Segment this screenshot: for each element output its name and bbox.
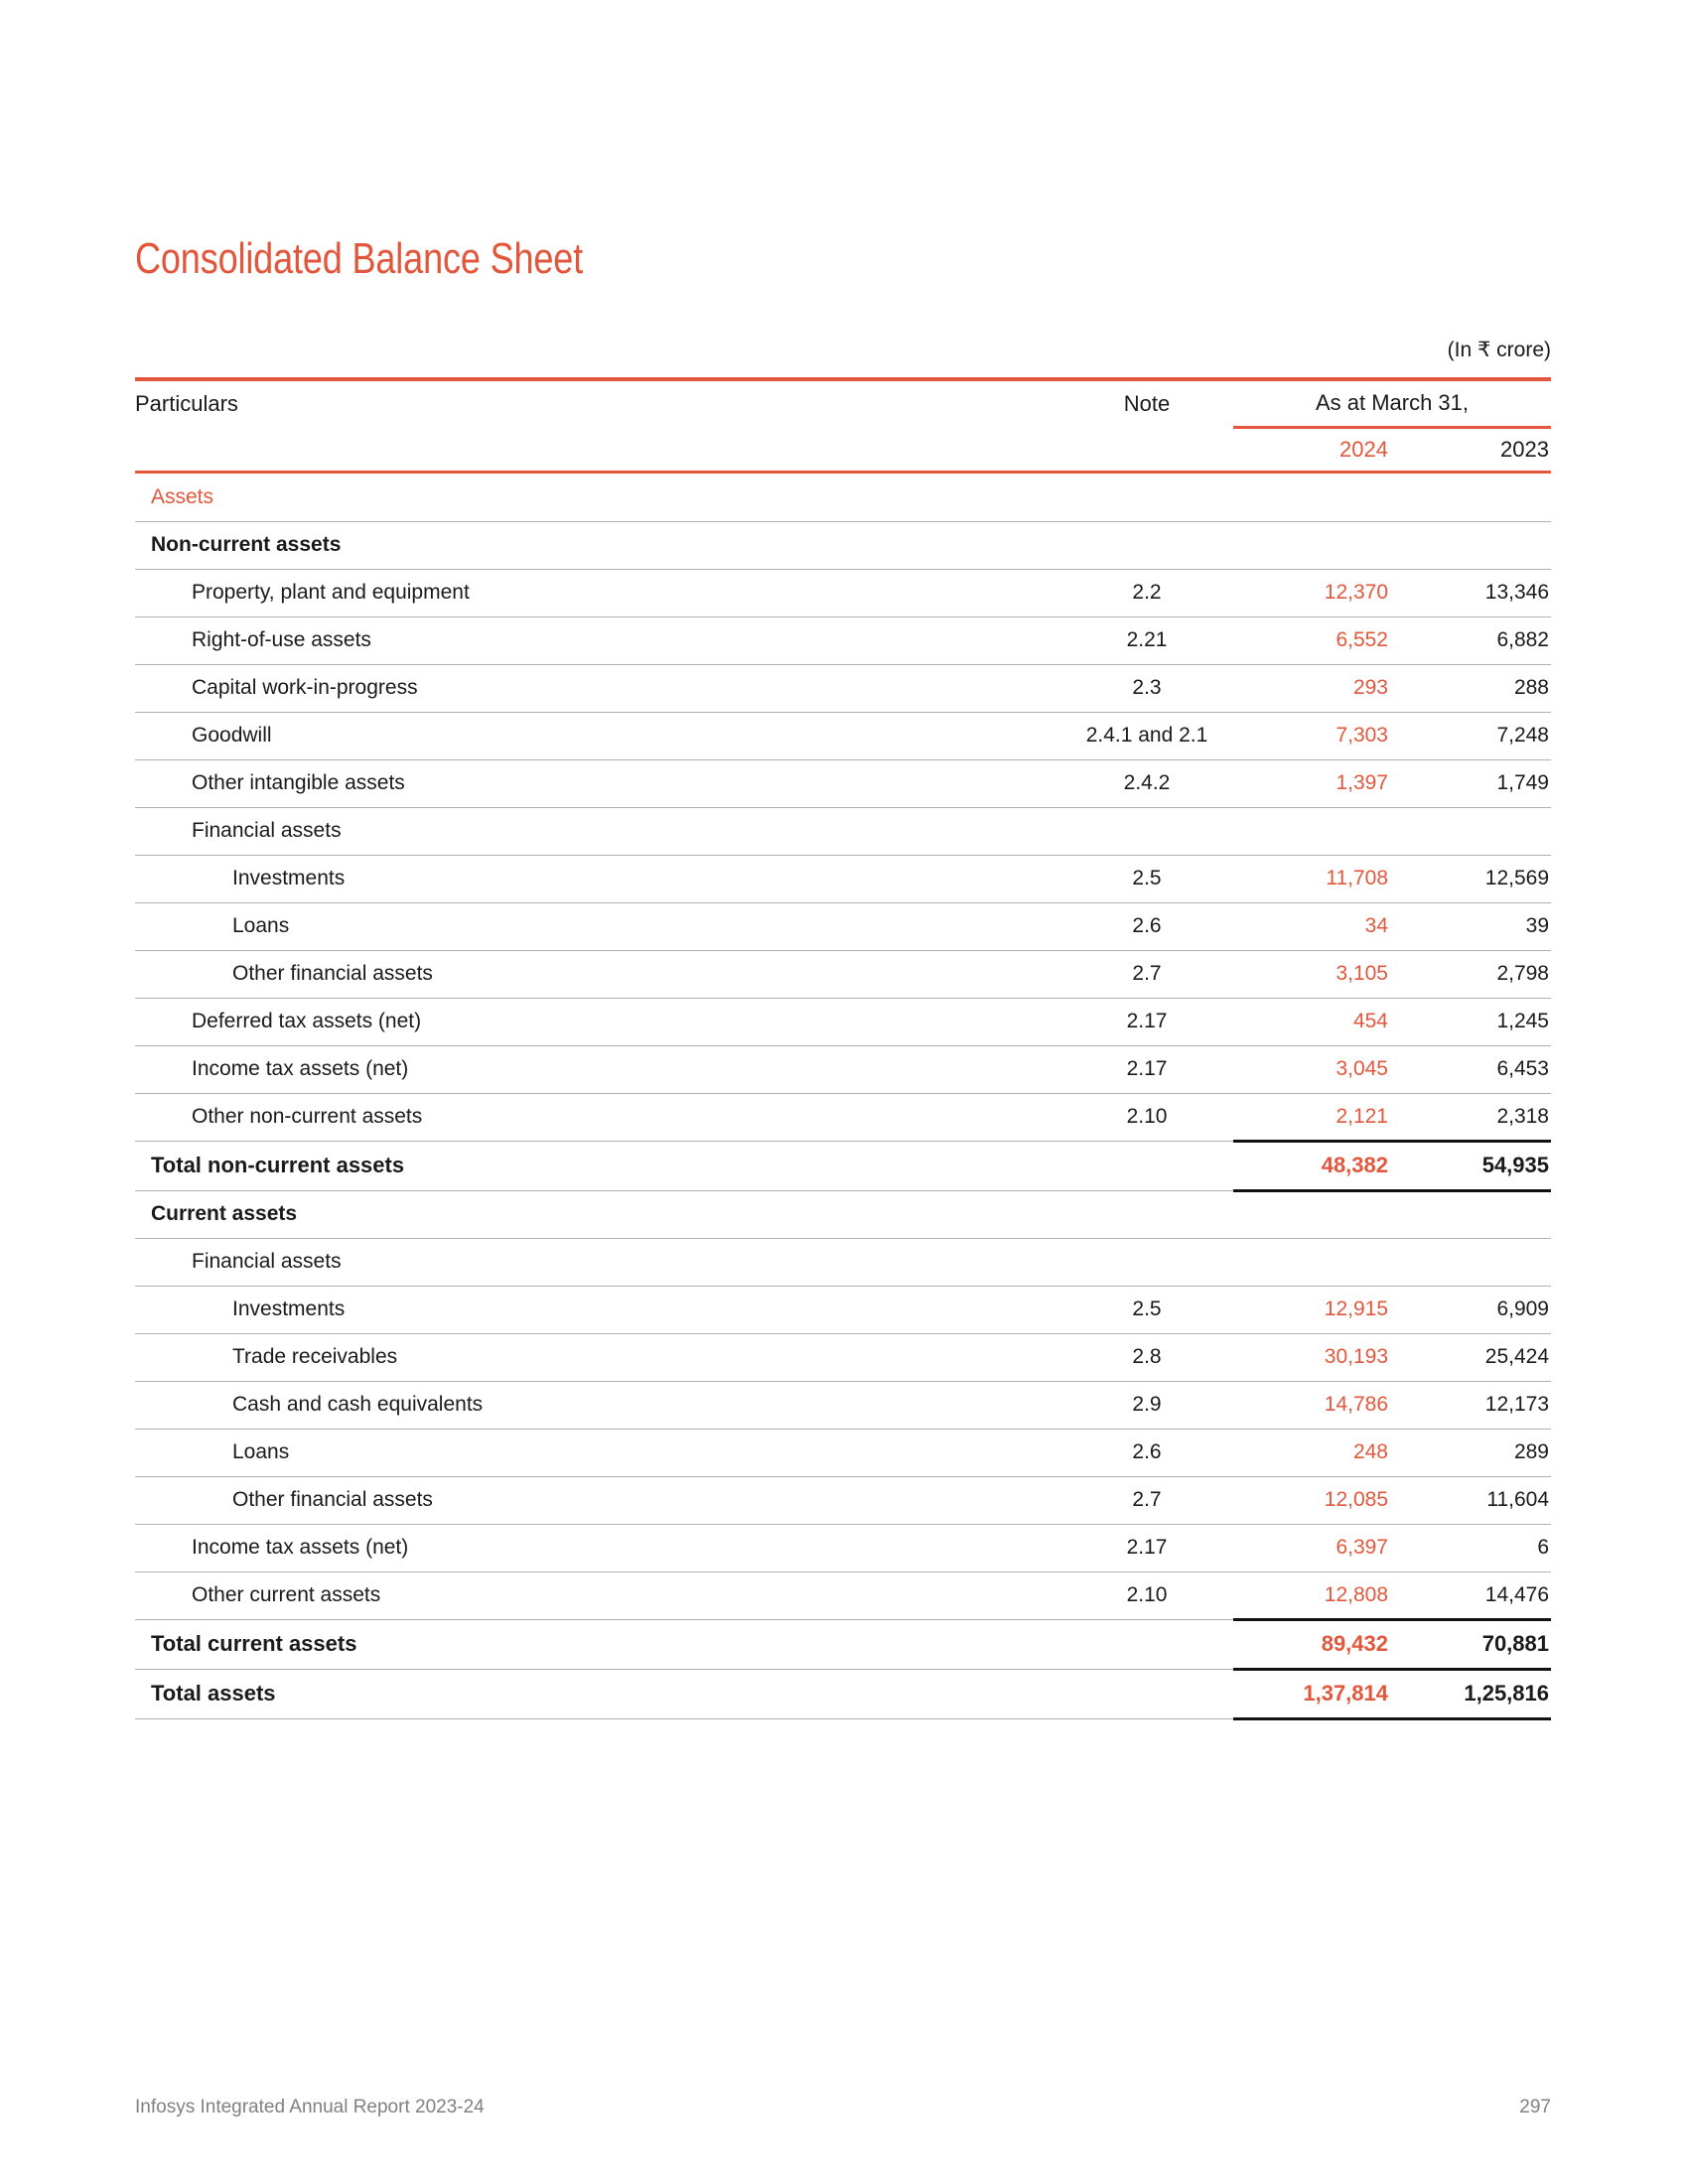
row-value-2024: [1233, 1238, 1392, 1286]
row-label-cell: [135, 950, 1060, 998]
row-value-2024: 14,786: [1233, 1381, 1392, 1429]
row-label: Other current assets: [192, 1583, 381, 1606]
balance-sheet-table: [135, 377, 1551, 1720]
table-row: [135, 1286, 1551, 1333]
row-note-cell: 2.7: [1060, 1476, 1233, 1524]
row-label-cell: [135, 1669, 1060, 1718]
header-years-spacer-particulars: [135, 427, 1060, 471]
row-label: Investments: [232, 867, 346, 889]
row-label-cell: [135, 1045, 1060, 1093]
table-row: [135, 1571, 1551, 1619]
row-value-2023: [1392, 807, 1551, 855]
row-value-2023: [1392, 1238, 1551, 1286]
row-value-2023: 54,935: [1392, 1141, 1551, 1190]
row-label: Non-current assets: [151, 533, 342, 556]
row-label: Other intangible assets: [192, 771, 405, 794]
row-value-2024: 6,397: [1233, 1524, 1392, 1571]
table-row: [135, 1476, 1551, 1524]
row-value-2024: 1,397: [1233, 759, 1392, 807]
row-note-cell: [1060, 1190, 1233, 1238]
table-row: [135, 569, 1551, 616]
table-row: [135, 998, 1551, 1045]
table-row: [135, 807, 1551, 855]
row-value-2023: 1,25,816: [1392, 1669, 1551, 1718]
column-header-year-prior: 2023: [1500, 436, 1549, 462]
row-value-2024: 6,552: [1233, 616, 1392, 664]
table-row: [135, 521, 1551, 569]
row-note-cell: [1060, 521, 1233, 569]
row-label: Other financial assets: [232, 962, 433, 985]
row-value-2024: 89,432: [1233, 1619, 1392, 1669]
table-row: [135, 1333, 1551, 1381]
table-row: [135, 616, 1551, 664]
row-note-cell: [1060, 1669, 1233, 1718]
column-header-note: Note: [1123, 391, 1171, 416]
row-note-cell: 2.9: [1060, 1381, 1233, 1429]
row-value-2023: 13,346: [1392, 569, 1551, 616]
row-label: Loans: [232, 1440, 290, 1463]
row-value-2023: 289: [1392, 1429, 1551, 1476]
row-note-cell: 2.17: [1060, 1524, 1233, 1571]
row-note-cell: [1060, 474, 1233, 521]
row-label-cell: [135, 1190, 1060, 1238]
row-value-2023: 25,424: [1392, 1333, 1551, 1381]
row-note-cell: 2.17: [1060, 998, 1233, 1045]
balance-sheet-table-wrapper: [135, 377, 1551, 1720]
row-value-2024: [1233, 807, 1392, 855]
row-value-2023: 6: [1392, 1524, 1551, 1571]
row-note-cell: [1060, 1238, 1233, 1286]
row-value-2023: [1392, 1190, 1551, 1238]
row-value-2023: 2,798: [1392, 950, 1551, 998]
row-value-2023: 12,569: [1392, 855, 1551, 902]
row-label-cell: [135, 1286, 1060, 1333]
row-value-2023: 288: [1392, 664, 1551, 712]
row-value-2024: 248: [1233, 1429, 1392, 1476]
table-row: [135, 712, 1551, 759]
row-value-2023: 6,882: [1392, 616, 1551, 664]
row-note-cell: 2.5: [1060, 855, 1233, 902]
table-row: [135, 855, 1551, 902]
table-row: [135, 1381, 1551, 1429]
row-value-2024: 2,121: [1233, 1093, 1392, 1141]
row-label-cell: [135, 712, 1060, 759]
row-label-cell: [135, 855, 1060, 902]
row-label-cell: [135, 807, 1060, 855]
row-note-cell: 2.6: [1060, 902, 1233, 950]
row-label-cell: [135, 902, 1060, 950]
row-label: Total non-current assets: [151, 1153, 405, 1177]
row-label-cell: [135, 1476, 1060, 1524]
row-note-cell: 2.4.1 and 2.1: [1060, 712, 1233, 759]
row-label-cell: [135, 664, 1060, 712]
row-label: Financial assets: [192, 819, 342, 842]
row-value-2023: 12,173: [1392, 1381, 1551, 1429]
row-label-cell: [135, 1333, 1060, 1381]
row-note-cell: 2.21: [1060, 616, 1233, 664]
table-row: [135, 902, 1551, 950]
row-note-cell: 2.4.2: [1060, 759, 1233, 807]
row-value-2024: 48,382: [1233, 1141, 1392, 1190]
row-value-2024: 3,105: [1233, 950, 1392, 998]
footer-page-number: 297: [1519, 2097, 1551, 2117]
table-row: [135, 759, 1551, 807]
row-note-cell: 2.2: [1060, 569, 1233, 616]
row-value-2024: 12,808: [1233, 1571, 1392, 1619]
row-label-cell: [135, 1381, 1060, 1429]
header-row-years: [135, 427, 1551, 471]
row-value-2023: 1,245: [1392, 998, 1551, 1045]
row-value-2024: 11,708: [1233, 855, 1392, 902]
row-value-2023: 1,749: [1392, 759, 1551, 807]
row-note-cell: 2.3: [1060, 664, 1233, 712]
row-label-cell: [135, 1524, 1060, 1571]
column-header-period-group: As at March 31,: [1233, 381, 1551, 427]
row-value-2023: [1392, 521, 1551, 569]
row-label-cell: [135, 759, 1060, 807]
row-note-cell: 2.17: [1060, 1045, 1233, 1093]
table-row: [135, 1045, 1551, 1093]
table-row: [135, 474, 1551, 521]
row-label: Right-of-use assets: [192, 628, 371, 651]
row-label-cell: [135, 1238, 1060, 1286]
row-value-2023: [1392, 474, 1551, 521]
row-label: Income tax assets (net): [192, 1536, 409, 1559]
row-label: Loans: [232, 914, 290, 937]
table-row: [135, 1238, 1551, 1286]
row-label: Total current assets: [151, 1631, 357, 1656]
row-value-2024: 7,303: [1233, 712, 1392, 759]
row-value-2023: 39: [1392, 902, 1551, 950]
table-row: [135, 1190, 1551, 1238]
row-value-2024: 30,193: [1233, 1333, 1392, 1381]
header-row-main: [135, 381, 1551, 427]
header-years-spacer-note: [1060, 427, 1233, 471]
table-row: [135, 950, 1551, 998]
row-value-2023: 7,248: [1392, 712, 1551, 759]
row-note-cell: [1060, 807, 1233, 855]
row-value-2024: 1,37,814: [1233, 1669, 1392, 1718]
row-label-cell: [135, 1619, 1060, 1669]
row-value-2024: [1233, 474, 1392, 521]
table-body: [135, 474, 1551, 1718]
row-value-2024: 3,045: [1233, 1045, 1392, 1093]
row-label-cell: [135, 569, 1060, 616]
row-label: Financial assets: [192, 1250, 342, 1273]
row-value-2023: 70,881: [1392, 1619, 1551, 1669]
row-label: Capital work-in-progress: [192, 676, 418, 699]
row-label-cell: [135, 1571, 1060, 1619]
table-row: [135, 664, 1551, 712]
table-row: [135, 1669, 1551, 1718]
row-label-cell: [135, 1429, 1060, 1476]
row-label-cell: [135, 521, 1060, 569]
row-label: Trade receivables: [232, 1345, 398, 1368]
row-value-2023: 2,318: [1392, 1093, 1551, 1141]
row-label-cell: [135, 1093, 1060, 1141]
page-title: Consolidated Balance Sheet: [135, 234, 584, 283]
row-label: Property, plant and equipment: [192, 581, 470, 604]
row-value-2024: 12,915: [1233, 1286, 1392, 1333]
row-value-2023: 6,909: [1392, 1286, 1551, 1333]
row-label-cell: [135, 616, 1060, 664]
table-row: [135, 1524, 1551, 1571]
row-value-2023: 11,604: [1392, 1476, 1551, 1524]
row-value-2024: [1233, 1190, 1392, 1238]
row-note-cell: 2.8: [1060, 1333, 1233, 1381]
row-value-2024: 293: [1233, 664, 1392, 712]
row-note-cell: 2.5: [1060, 1286, 1233, 1333]
row-note-cell: [1060, 1619, 1233, 1669]
table-row: [135, 1429, 1551, 1476]
table-header: [135, 377, 1551, 474]
row-note-cell: 2.6: [1060, 1429, 1233, 1476]
row-note-cell: [1060, 1141, 1233, 1190]
row-label: Income tax assets (net): [192, 1057, 409, 1080]
row-label: Goodwill: [192, 724, 272, 747]
row-label: Total assets: [151, 1681, 276, 1706]
row-note-cell: 2.10: [1060, 1571, 1233, 1619]
row-label: Investments: [232, 1297, 346, 1320]
row-label: Current assets: [151, 1202, 298, 1225]
row-label-cell: [135, 998, 1060, 1045]
row-value-2023: 6,453: [1392, 1045, 1551, 1093]
table-row: [135, 1141, 1551, 1190]
row-label-cell: [135, 474, 1060, 521]
row-label: Assets: [151, 484, 214, 508]
row-value-2024: 12,370: [1233, 569, 1392, 616]
row-label-cell: [135, 1141, 1060, 1190]
row-label: Deferred tax assets (net): [192, 1010, 422, 1032]
row-value-2024: 34: [1233, 902, 1392, 950]
row-value-2024: [1233, 521, 1392, 569]
row-label: Other non-current assets: [192, 1105, 423, 1128]
units-note: (In ₹ crore): [1447, 339, 1551, 361]
row-note-cell: 2.10: [1060, 1093, 1233, 1141]
column-header-year-current: 2024: [1339, 436, 1388, 462]
row-value-2024: 454: [1233, 998, 1392, 1045]
row-value-2023: 14,476: [1392, 1571, 1551, 1619]
footer-report-name: Infosys Integrated Annual Report 2023-24: [135, 2097, 485, 2117]
table-row: [135, 1093, 1551, 1141]
column-header-particulars: Particulars: [135, 391, 238, 416]
table-row: [135, 1619, 1551, 1669]
row-value-2024: 12,085: [1233, 1476, 1392, 1524]
row-label: Other financial assets: [232, 1488, 433, 1511]
row-note-cell: 2.7: [1060, 950, 1233, 998]
row-label: Cash and cash equivalents: [232, 1393, 484, 1416]
